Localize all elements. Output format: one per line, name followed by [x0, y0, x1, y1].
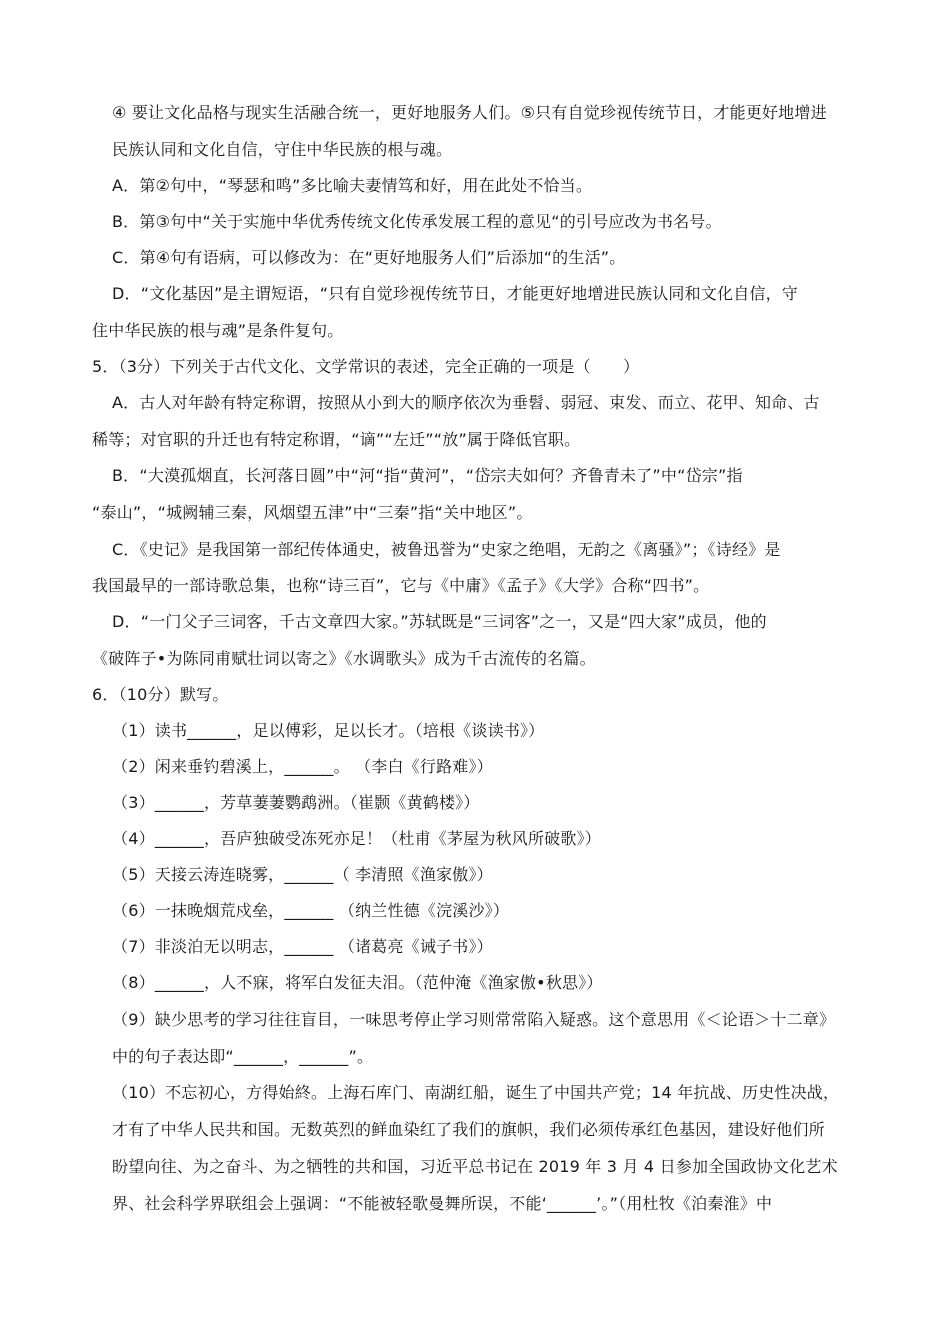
option-d: D．“一门父子三词客，千古文章四大家。”苏轼既是“三词客”之一，又是“四大家”成员，他的: [112, 612, 767, 631]
option-b: B．第③句中“关于实施中华优秀传统文化传承发展工程的意见“的引号应改为书名号。: [112, 212, 722, 231]
option-b: B．“大漠孤烟直，长河落日圆”中“河“指“黄河”，“岱宗夫如何？齐鲁青未了”中“岱宗”指: [112, 466, 743, 485]
dictation-item: （1）读书______，足以傅彩，足以长才。（培根《谈读书》）: [112, 721, 545, 740]
option-d: D．“文化基因”是主谓短语，“只有自觉珍视传统节日，才能更好地增进民族认同和文化自信，守: [112, 284, 798, 303]
text-line: 《破阵子•为陈同甫赋壮词以寄之》《水调歌头》成为千古流传的名篇。: [92, 649, 596, 668]
dictation-item: （5）天接云涛连晓雾，______（ 李清照《渔家傲》）: [112, 865, 493, 884]
question-6-title: 6．（10分）默写。: [92, 685, 229, 704]
text-line: 中的句子表达即“______，______”。: [112, 1047, 374, 1066]
dictation-item: （4）______，吾庐独破受冻死亦足！（杜甫《茅屋为秋风所破歌》）: [112, 829, 601, 848]
dictation-item: （8）______，人不寐，将军白发征夫泪。（范仲淹《渔家傲•秋思》）: [112, 973, 603, 992]
dictation-item: （9）缺少思考的学习往往盲目，一味思考停止学习则常常陷入疑惑。这个意思用《＜论语＞十二章》: [112, 1010, 836, 1029]
text-line: 住中华民族的根与魂”是条件复句。: [92, 321, 344, 340]
option-a: A．古人对年龄有特定称谓，按照从小到大的顺序依次为垂髫、弱冠、束发、而立、花甲、知命、古: [112, 393, 820, 412]
text-line: ④ 要让文化品格与现实生活融合统一，更好地服务人们。⑤只有自觉珍视传统节日，才能更好地增进: [112, 103, 827, 122]
dictation-item: （10）不忘初心，方得始終。上海石库门、南湖红船，诞生了中国共产党；14 年抗战、历史性决战，: [112, 1083, 840, 1102]
text-line: 我国最早的一部诗歌总集，也称“诗三百”，它与《中庸》《孟子》《大学》合称“四书”。: [92, 576, 710, 595]
option-c: C．第④句有语病，可以修改为：在“更好地服务人们”后添加“的生活”。: [112, 248, 626, 267]
dictation-item: （3）______，芳草萋萋鹦鹉洲。（崔颢《黄鹤楼》）: [112, 793, 480, 812]
text-line: 民族认同和文化自信，守住中华民族的根与魂。: [112, 140, 453, 159]
text-line: 稀等；对官职的升迁也有特定称谓，“谪”“左迁”“放”属于降低官职。: [92, 430, 581, 449]
question-5-title: 5．（3分）下列关于古代文化、文学常识的表述，完全正确的一项是（ ）: [92, 357, 640, 376]
text-line: 盼望向往、为之奋斗、为之牺牲的共和国，习近平总书记在 2019 年 3 月 4 日参加全国政协文化艺术: [112, 1157, 838, 1176]
dictation-item: （7）非淡泊无以明志，______ （诸葛亮《诫子书》）: [112, 937, 493, 956]
option-a: A．第②句中，“琴瑟和鸣”多比喻夫妻情笃和好，用在此处不恰当。: [112, 176, 593, 195]
text-line: 才有了中华人民共和国。无数英烈的鲜血染红了我们的旗帜，我们必须传承红色基因，建设好他们所: [112, 1120, 825, 1139]
dictation-item: （2）闲来垂钓碧溪上，______。 （李白《行路难》）: [112, 757, 493, 776]
text-line: 界、社会科学界联组会上强调：“不能被轻歌曼舞所误，不能‘______’。”（用杜牧《泊秦淮》中: [112, 1194, 773, 1213]
text-line: “泰山”，“城阙辅三秦，风烟望五津”中“三秦”指“关中地区”。: [92, 503, 533, 522]
dictation-item: （6）一抹晚烟荒戍垒，______ （纳兰性德《浣溪沙》）: [112, 901, 510, 920]
option-c: C．《史记》是我国第一部纪传体通史，被鲁迅誉为“史家之绝唱，无韵之《离骚》”；《诗经》是: [112, 540, 781, 559]
